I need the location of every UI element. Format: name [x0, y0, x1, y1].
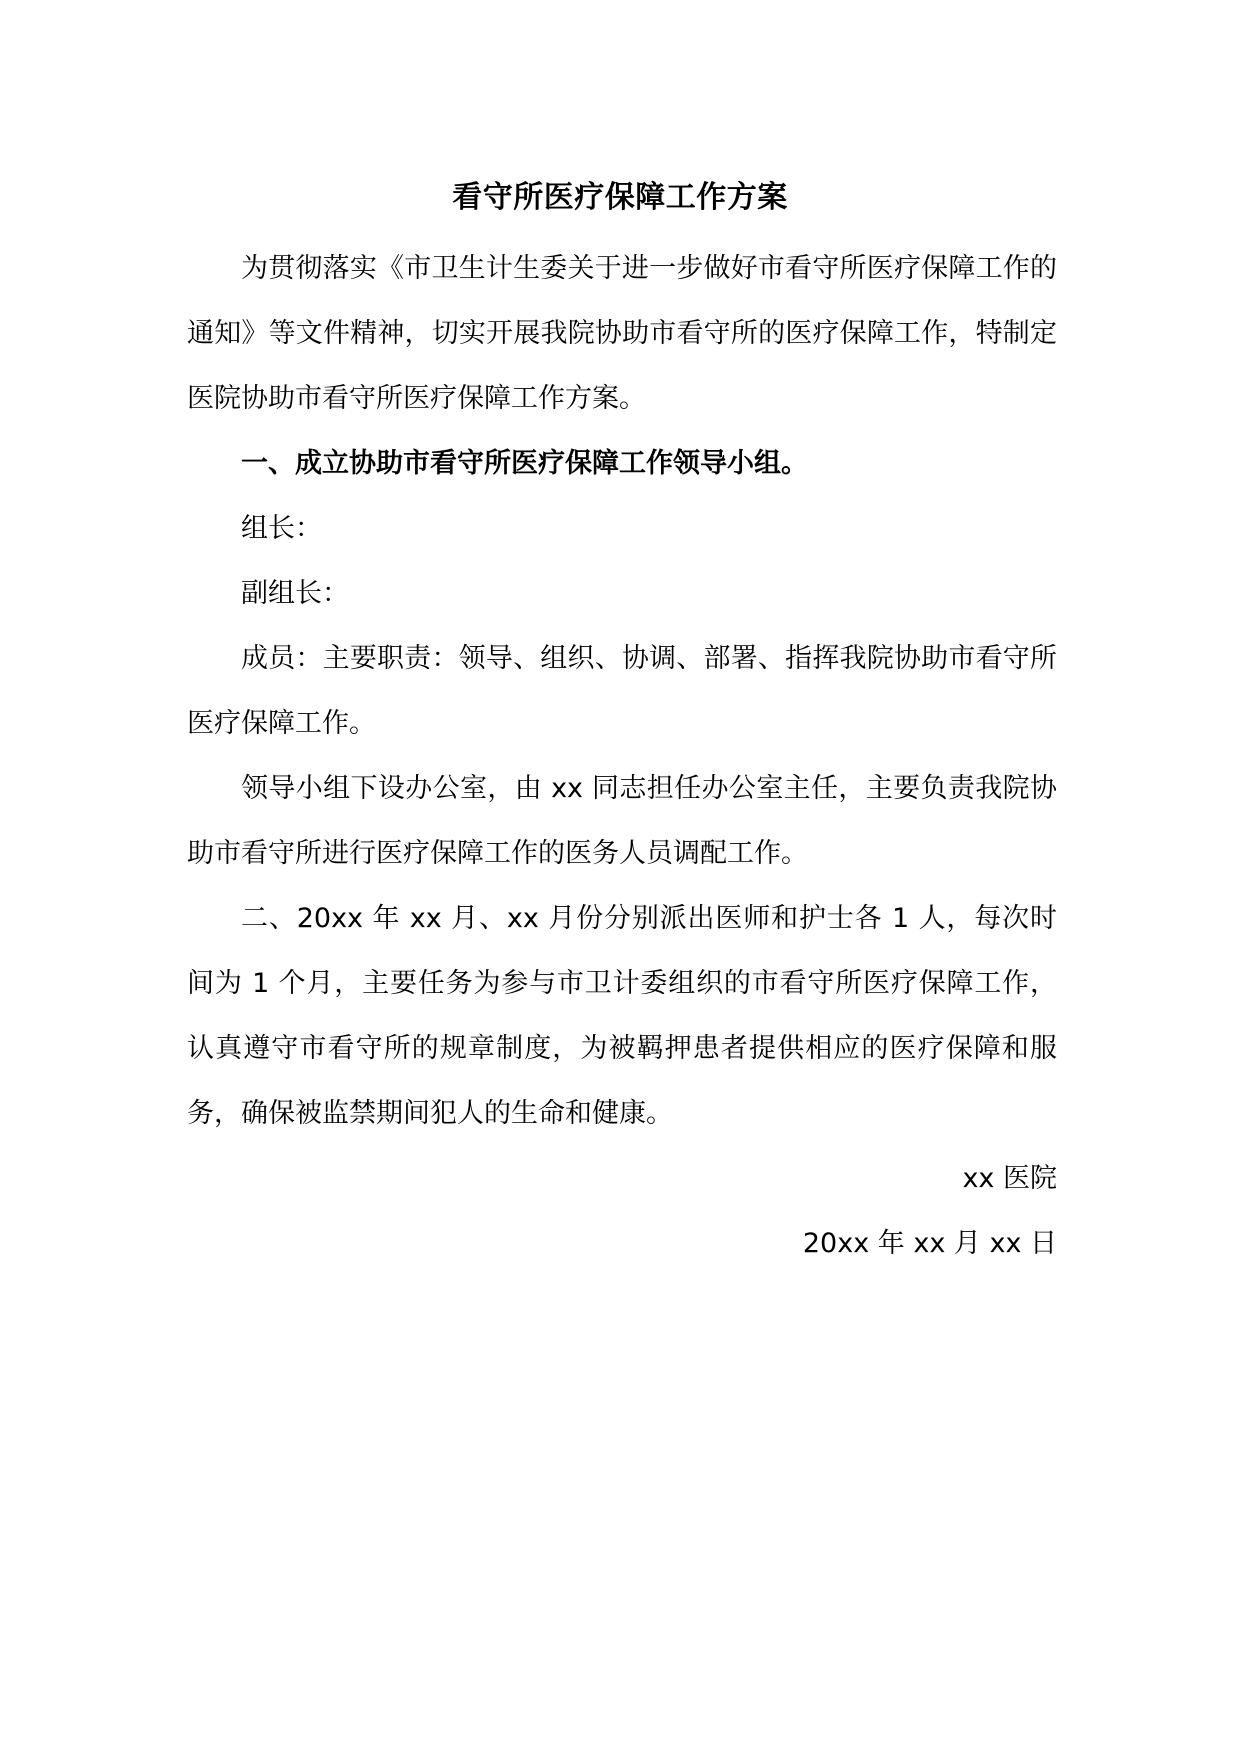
group-leader-line: 组长： [241, 513, 322, 544]
intro-paragraph: 为贯彻落实《市卫生计生委关于进一步做好市看守所医疗保障工作的通知》等文件精神，切实开展我院协助市看守所的医疗保障工作，特制定医院协助市看守所医疗保障工作方案。 [187, 253, 1057, 414]
signature-date: 20xx 年 xx 月 xx 日 [802, 1228, 1057, 1259]
deputy-leader-line: 副组长： [241, 578, 349, 609]
section-heading-leadership-group: 一、成立协助市看守所医疗保障工作领导小组。 [241, 448, 808, 479]
members-duties-paragraph: 成员：主要职责：领导、组织、协调、部署、指挥我院协助市看守所医疗保障工作。 [187, 643, 1057, 739]
signature-organization: xx 医院 [962, 1163, 1057, 1194]
section-two-paragraph: 二、20xx 年 xx 月、xx 月份分别派出医师和护士各 1 人，每次时间为 1 个月，主要任务为参与市卫计委组织的市看守所医疗保障工作，认真遵守市看守所的规章制度，为被羁押患者提供相应的医疗保障和服务，确保被监禁期间犯人的生命和健康。 [187, 903, 1057, 1129]
office-paragraph: 领导小组下设办公室，由 xx 同志担任办公室主任，主要负责我院协助市看守所进行医疗保障工作的医务人员调配工作。 [187, 773, 1057, 869]
document-body [187, 236, 1057, 1276]
document-title: 看守所医疗保障工作方案 [452, 180, 788, 215]
